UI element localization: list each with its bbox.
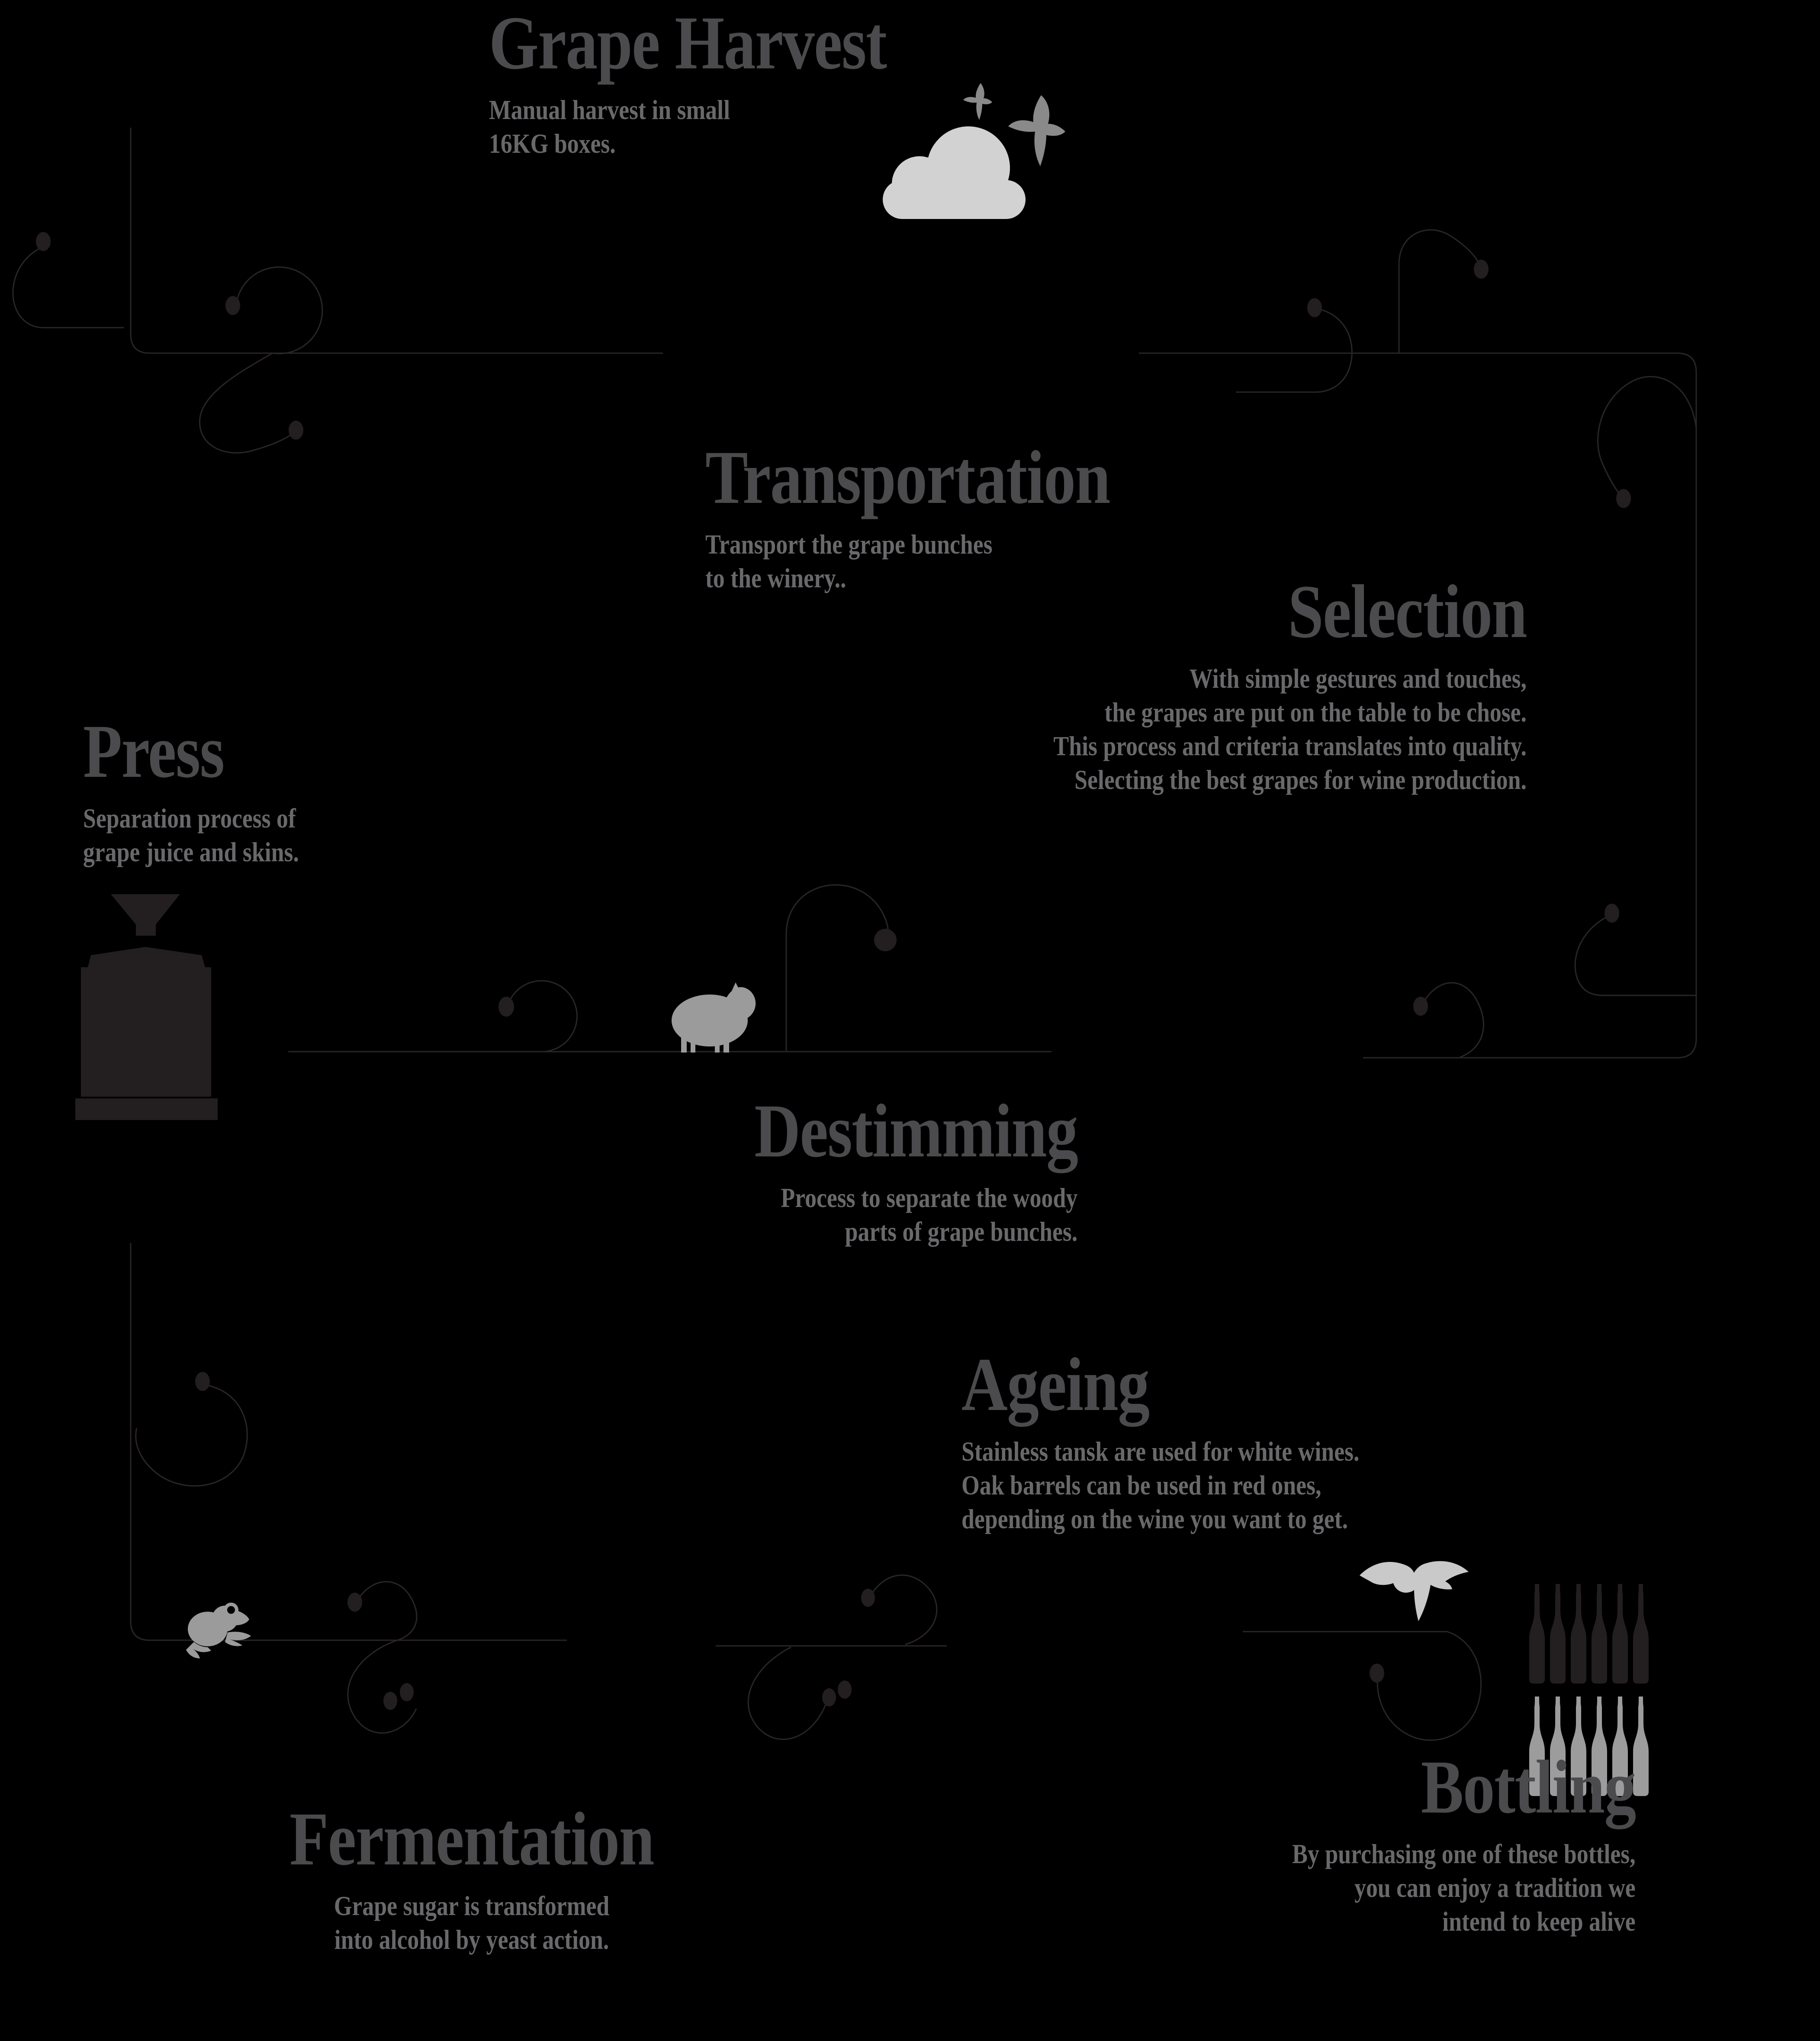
section-title: Bottling: [1421, 1745, 1636, 1829]
section-title: Grape Harvest: [489, 1, 887, 85]
desc-line: Oak barrels can be used in red ones,: [961, 1469, 1322, 1500]
desc-line: to the winery..: [705, 562, 846, 593]
desc-line: grape juice and skins.: [83, 836, 299, 867]
frog-icon: [186, 1603, 251, 1658]
desc-line: Process to separate the woody: [781, 1182, 1077, 1213]
vine-dot: [822, 1589, 875, 1706]
wine-bottles-dark-icon: [1529, 1584, 1649, 1684]
section-title: Press: [83, 709, 224, 794]
section-description: [83, 802, 299, 869]
wine-press-icon: [75, 894, 218, 1120]
section-press: [83, 709, 299, 869]
desc-line: you can enjoy a tradition we: [1354, 1872, 1636, 1903]
desc-line: Transport the grape bunches: [705, 528, 993, 560]
vine-swirl-decoration: [716, 1575, 947, 1739]
desc-line: Selecting the best grapes for wine production.: [1074, 764, 1527, 795]
vine-swirl-decoration: [288, 885, 1051, 1052]
vine-swirl-decoration: [131, 1243, 567, 1733]
section-title: Transportation: [705, 435, 1110, 520]
eagle-icon: [1360, 1561, 1469, 1621]
vine-dot: [195, 1372, 414, 1710]
vine-swirl-decoration: [13, 128, 663, 453]
section-title: Fermentation: [289, 1797, 654, 1881]
section-description: [754, 1181, 1077, 1249]
section-description: [489, 93, 886, 161]
desc-line: the grapes are put on the table to be chose.: [1104, 696, 1527, 728]
desc-line: 16KG boxes.: [489, 128, 616, 159]
section-selection: [1053, 572, 1527, 797]
section-description: [1053, 662, 1527, 797]
section-fermentation: [235, 1797, 708, 1957]
vine-swirl-decoration: [1243, 1632, 1481, 1740]
sheep-icon: [672, 982, 756, 1053]
desc-line: Manual harvest in small: [489, 94, 730, 125]
section-transportation: [705, 435, 1110, 595]
section-grape-harvest: [489, 3, 886, 161]
section-title: Destimming: [754, 1089, 1077, 1173]
section-description: [1292, 1837, 1636, 1938]
desc-line: Grape sugar is transformed: [334, 1890, 610, 1921]
section-title: Ageing: [961, 1342, 1149, 1427]
desc-line: parts of grape bunches.: [845, 1216, 1077, 1247]
desc-line: depending on the wine you want to get.: [961, 1503, 1348, 1534]
vine-dot: [1370, 1664, 1384, 1683]
desc-line: Separation process of: [83, 802, 296, 834]
desc-line: intend to keep alive: [1442, 1906, 1636, 1937]
vine-dot: [36, 232, 303, 440]
section-description: [705, 528, 1110, 595]
desc-line: Stainless tansk are used for white wines.: [961, 1436, 1360, 1467]
section-description: [235, 1889, 708, 1957]
desc-line: into alcohol by yeast action.: [334, 1924, 609, 1955]
section-destimming: [754, 1091, 1077, 1249]
section-bottling: [1292, 1745, 1636, 1938]
section-description: [961, 1435, 1359, 1536]
desc-line: With simple gestures and touches,: [1189, 663, 1527, 694]
desc-line: This process and criteria translates into quality.: [1053, 730, 1527, 761]
section-title: Selection: [1288, 570, 1527, 654]
desc-line: By purchasing one of these bottles,: [1292, 1838, 1636, 1869]
section-ageing: [961, 1342, 1360, 1536]
